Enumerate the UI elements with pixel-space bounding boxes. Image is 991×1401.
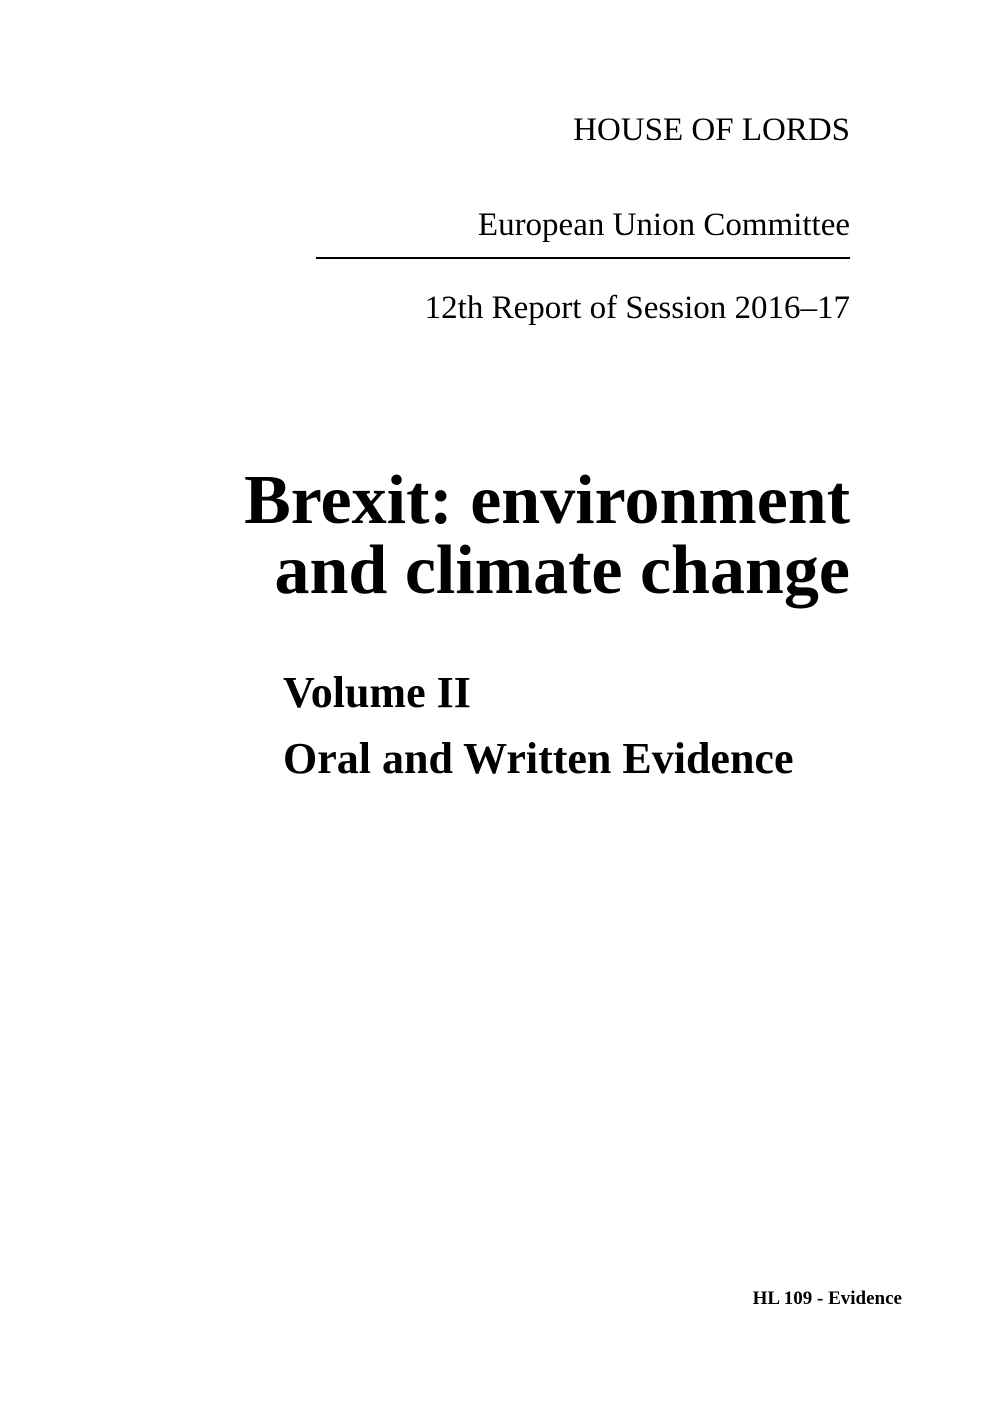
report-title [244,462,850,609]
house-name: HOUSE OF LORDS [573,112,850,148]
report-title-line-2: and climate change [274,532,850,609]
hl-paper-number: HL 109 - Evidence [752,1288,902,1309]
evidence-label: Oral and Written Evidence [283,734,794,783]
report-subtitle [283,660,794,792]
volume-label: Volume II [283,668,471,717]
header-divider [316,257,850,259]
committee-name: European Union Committee [477,207,850,243]
report-title-line-1: Brexit: environment [244,462,850,539]
session-info: 12th Report of Session 2016–17 [424,290,850,326]
